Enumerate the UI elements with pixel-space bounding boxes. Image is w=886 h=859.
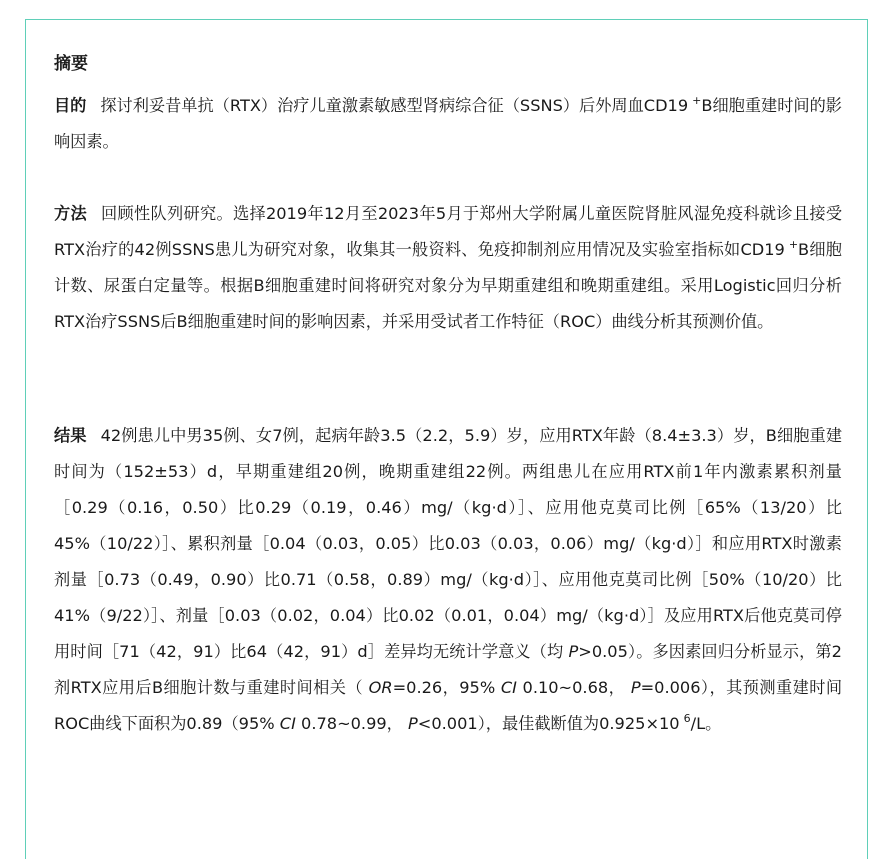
- results-text-c: =0.26，95%: [392, 678, 496, 697]
- methods-text-b: B细胞计数、尿蛋白定量等。根据B细胞重建时间将研究对象分为早期重建组和晚期重建组。采用Logistic回归分析RTX治疗SSNS后B细胞重建时间的影响因素，并采用受试者工作特征（ROC）曲线分析其预测价值。: [54, 240, 842, 331]
- results-p-symbol-3: P: [408, 714, 418, 733]
- results-text-g: <0.001），最佳截断值为0.925×10: [417, 714, 680, 733]
- results-ci-symbol-2: CI: [279, 714, 296, 733]
- results-text-h: /L。: [690, 714, 722, 733]
- abstract-card: [25, 19, 868, 859]
- results-text-e: =0.006），其预测重建时间ROC曲线下面积为0.89（95%: [54, 678, 843, 733]
- results-or-symbol: OR: [368, 678, 393, 697]
- results-p-symbol-2: P: [630, 678, 641, 697]
- results-ci-symbol-1: CI: [500, 678, 517, 697]
- methods-superscript: +: [788, 238, 799, 251]
- results-text-f: 0.78~0.99，: [301, 714, 403, 733]
- results-text-d: 0.10~0.68，: [522, 678, 626, 697]
- results-superscript: 6: [683, 712, 691, 725]
- results-text-a: 42例患儿中男35例、女7例，起病年龄3.5（2.2，5.9）岁，应用RTX年龄（8.4±3.3）岁，B细胞重建时间为（152±53）d，早期重建组20例，晚期重建组22例。两组患儿在应用RTX前1年内激素累积剂量［0.29（0.16，0.50）比0.29（0.19，0.46）mg/（kg·d）］、应用他克莫司比例［65%（13/20）比45%（10/22）］、累积剂量［0.04（0.03，0.05）比0.03（0.03，0.06）mg/（kg·d）］和应用RTX时激素剂量［0.73（0.49，0.90）比0.71（0.58，0.89）mg/（kg·d）］、应用他克莫司比例［50%（10/20）比41%（9/22）］、剂量［0.03（0.02，0.04）比0.02（0.01，0.04）mg/（kg·d）］及应用RTX后他克莫司停用时间［71（42，91）比64（42，91）d］差异均无统计学意义（均: [54, 426, 843, 661]
- objective-superscript: +: [692, 94, 702, 107]
- results-paragraph: [54, 418, 842, 742]
- abstract-heading: 摘要: [54, 54, 88, 74]
- methods-paragraph: [54, 196, 842, 340]
- methods-label: 方法: [54, 204, 87, 223]
- methods-text-a: 回顾性队列研究。选择2019年12月至2023年5月于郑州大学附属儿童医院肾脏风湿免疫科就诊且接受RTX治疗的42例SSNS患儿为研究对象，收集其一般资料、免疫抑制剂应用情况及实验室指标如CD19: [54, 204, 842, 259]
- objective-text-b: B细胞重建时间的影响因素。: [54, 96, 842, 151]
- objective-text-a: 探讨利妥昔单抗（RTX）治疗儿童激素敏感型肾病综合征（SSNS）后外周血CD19: [100, 96, 689, 115]
- results-label: 结果: [54, 426, 87, 445]
- objective-paragraph: [54, 88, 842, 160]
- results-p-symbol-1: P: [568, 642, 579, 661]
- objective-label: 目的: [54, 96, 87, 115]
- results-text-b: >0.05）。多因素回归分析显示，第2剂RTX应用后B细胞计数与重建时间相关（: [54, 642, 842, 697]
